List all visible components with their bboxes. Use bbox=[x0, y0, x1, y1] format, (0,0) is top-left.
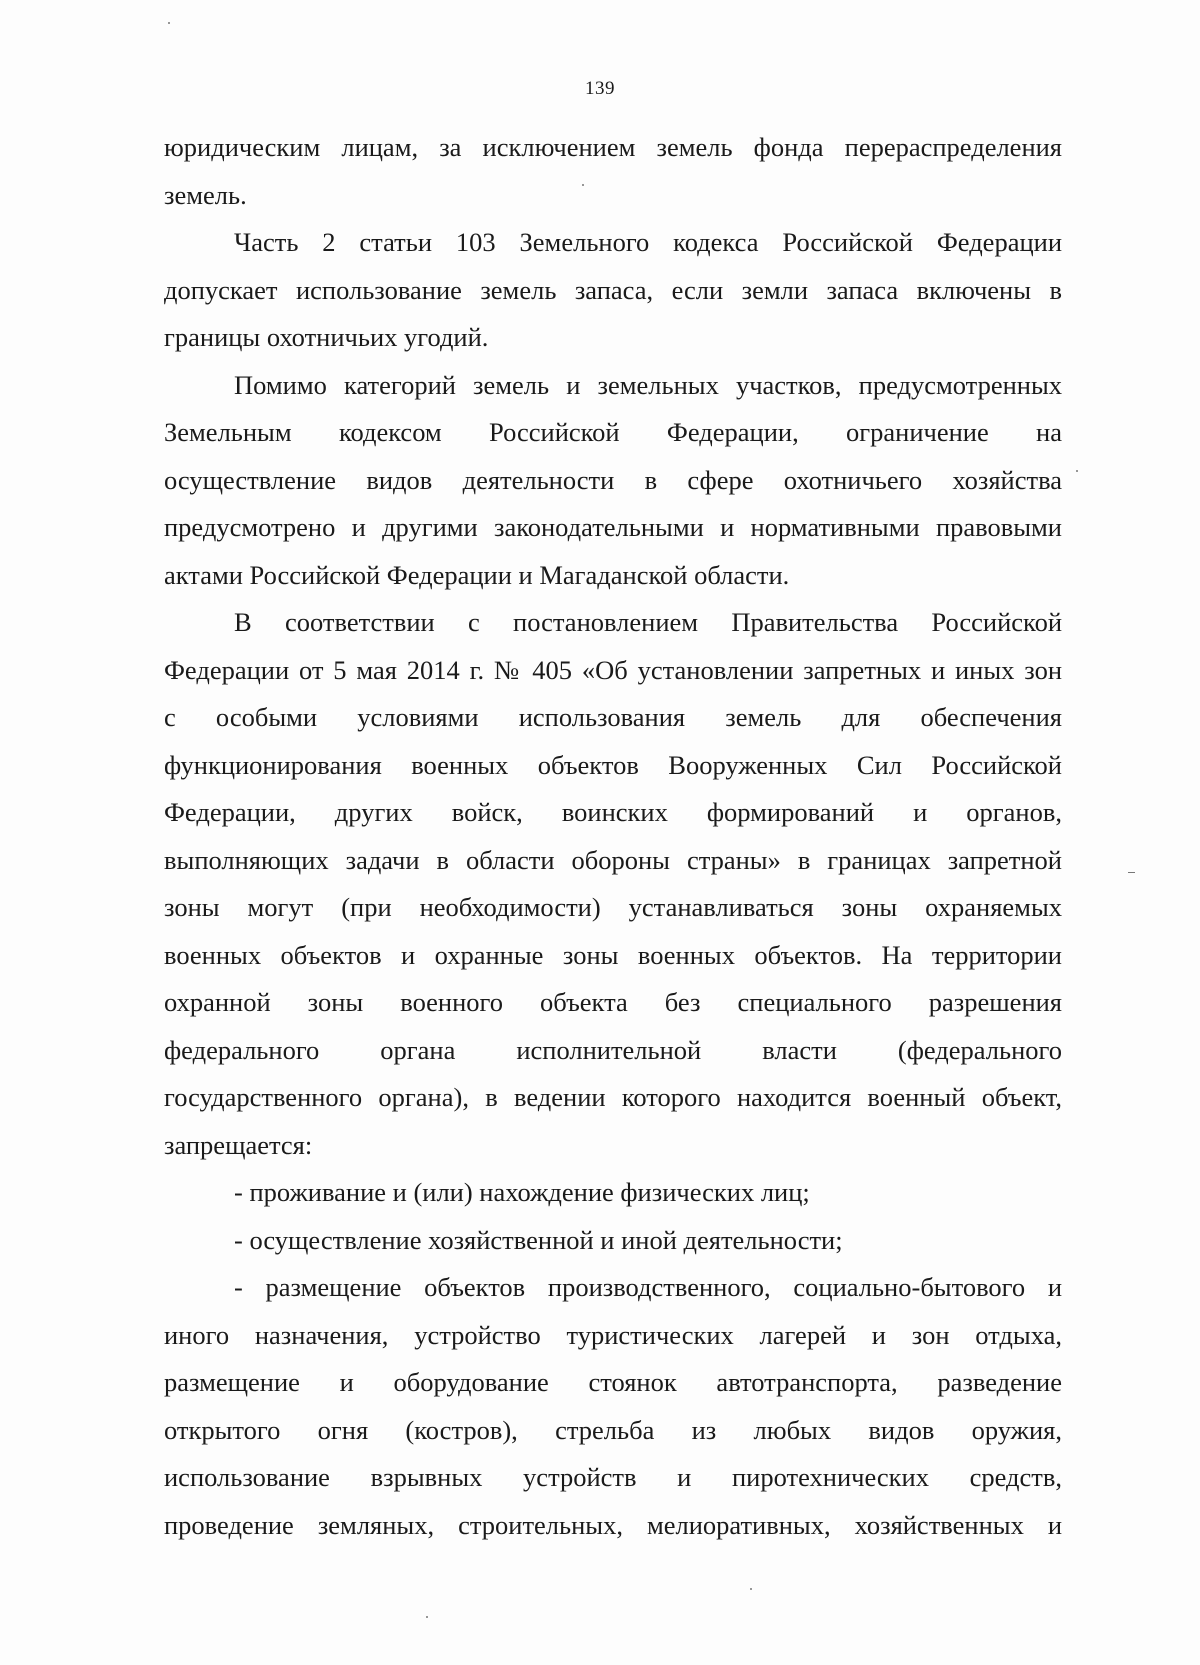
text-line: иного назначения, устройство туристических лагерей и зон отдыха, bbox=[164, 1319, 1062, 1350]
text-line: допускает использование земель запаса, если земли запаса включены в bbox=[164, 274, 1062, 305]
text-line: осуществление видов деятельности в сфере охотничьего хозяйства bbox=[164, 464, 1062, 495]
text-line: функционирования военных объектов Вооруженных Сил Российской bbox=[164, 749, 1062, 780]
text-line: Федерации, других войск, воинских формирований и органов, bbox=[164, 797, 1062, 827]
text-line: В соответствии с постановлением Правительства Российской bbox=[234, 607, 1062, 637]
text-line: актами Российской Федерации и Магаданской области. bbox=[164, 559, 790, 590]
scan-speck bbox=[426, 1616, 428, 1618]
text-line: охранной зоны военного объекта без специального разрешения bbox=[164, 987, 1062, 1017]
scan-speck bbox=[750, 1588, 752, 1590]
page-number: 139 bbox=[585, 78, 615, 99]
scan-speck bbox=[1128, 872, 1135, 873]
text-line: земель. bbox=[164, 179, 247, 210]
text-line: военных объектов и охранные зоны военных объектов. На территории bbox=[164, 939, 1062, 970]
list-item: - размещение объектов производственного, социально-бытового и bbox=[234, 1272, 1062, 1302]
text-line: Часть 2 статьи 103 Земельного кодекса Российской Федерации bbox=[234, 227, 1062, 257]
text-line: зоны могут (при необходимости) устанавливаться зоны охраняемых bbox=[164, 892, 1062, 922]
text-line: размещение и оборудование стоянок автотранспорта, разведение bbox=[164, 1367, 1062, 1397]
text-line: запрещается: bbox=[164, 1129, 313, 1160]
text-line: использование взрывных устройств и пиротехнических средств, bbox=[164, 1462, 1062, 1492]
text-line: государственного органа), в ведении которого находится военный объект, bbox=[164, 1082, 1062, 1112]
text-line: проведение земляных, строительных, мелиоративных, хозяйственных и bbox=[164, 1509, 1062, 1540]
body-text bbox=[164, 124, 1062, 1549]
text-line: Федерации от 5 мая 2014 г. № 405 «Об установлении запретных и иных зон bbox=[164, 654, 1062, 685]
text-line: с особыми условиями использования земель для обеспечения bbox=[164, 702, 1062, 732]
text-line: Земельным кодексом Российской Федерации, ограничение на bbox=[164, 417, 1062, 447]
text-line: Помимо категорий земель и земельных участков, предусмотренных bbox=[234, 369, 1062, 400]
list-item: - проживание и (или) нахождение физических лиц; bbox=[234, 1177, 810, 1207]
scan-speck bbox=[1076, 470, 1078, 472]
text-line: предусмотрено и другими законодательными и нормативными правовыми bbox=[164, 512, 1062, 542]
text-line: юридическим лицам, за исключением земель фонда перераспределения bbox=[164, 132, 1062, 162]
text-line: открытого огня (костров), стрельба из любых видов оружия, bbox=[164, 1414, 1062, 1445]
scan-speck bbox=[168, 22, 170, 24]
scan-speck bbox=[582, 184, 584, 186]
text-line: федерального органа исполнительной власти (федерального bbox=[164, 1034, 1062, 1065]
text-line: границы охотничьих угодий. bbox=[164, 322, 489, 352]
list-item: - осуществление хозяйственной и иной деятельности; bbox=[234, 1224, 843, 1255]
text-line: выполняющих задачи в области обороны страны» в границах запретной bbox=[164, 844, 1062, 875]
